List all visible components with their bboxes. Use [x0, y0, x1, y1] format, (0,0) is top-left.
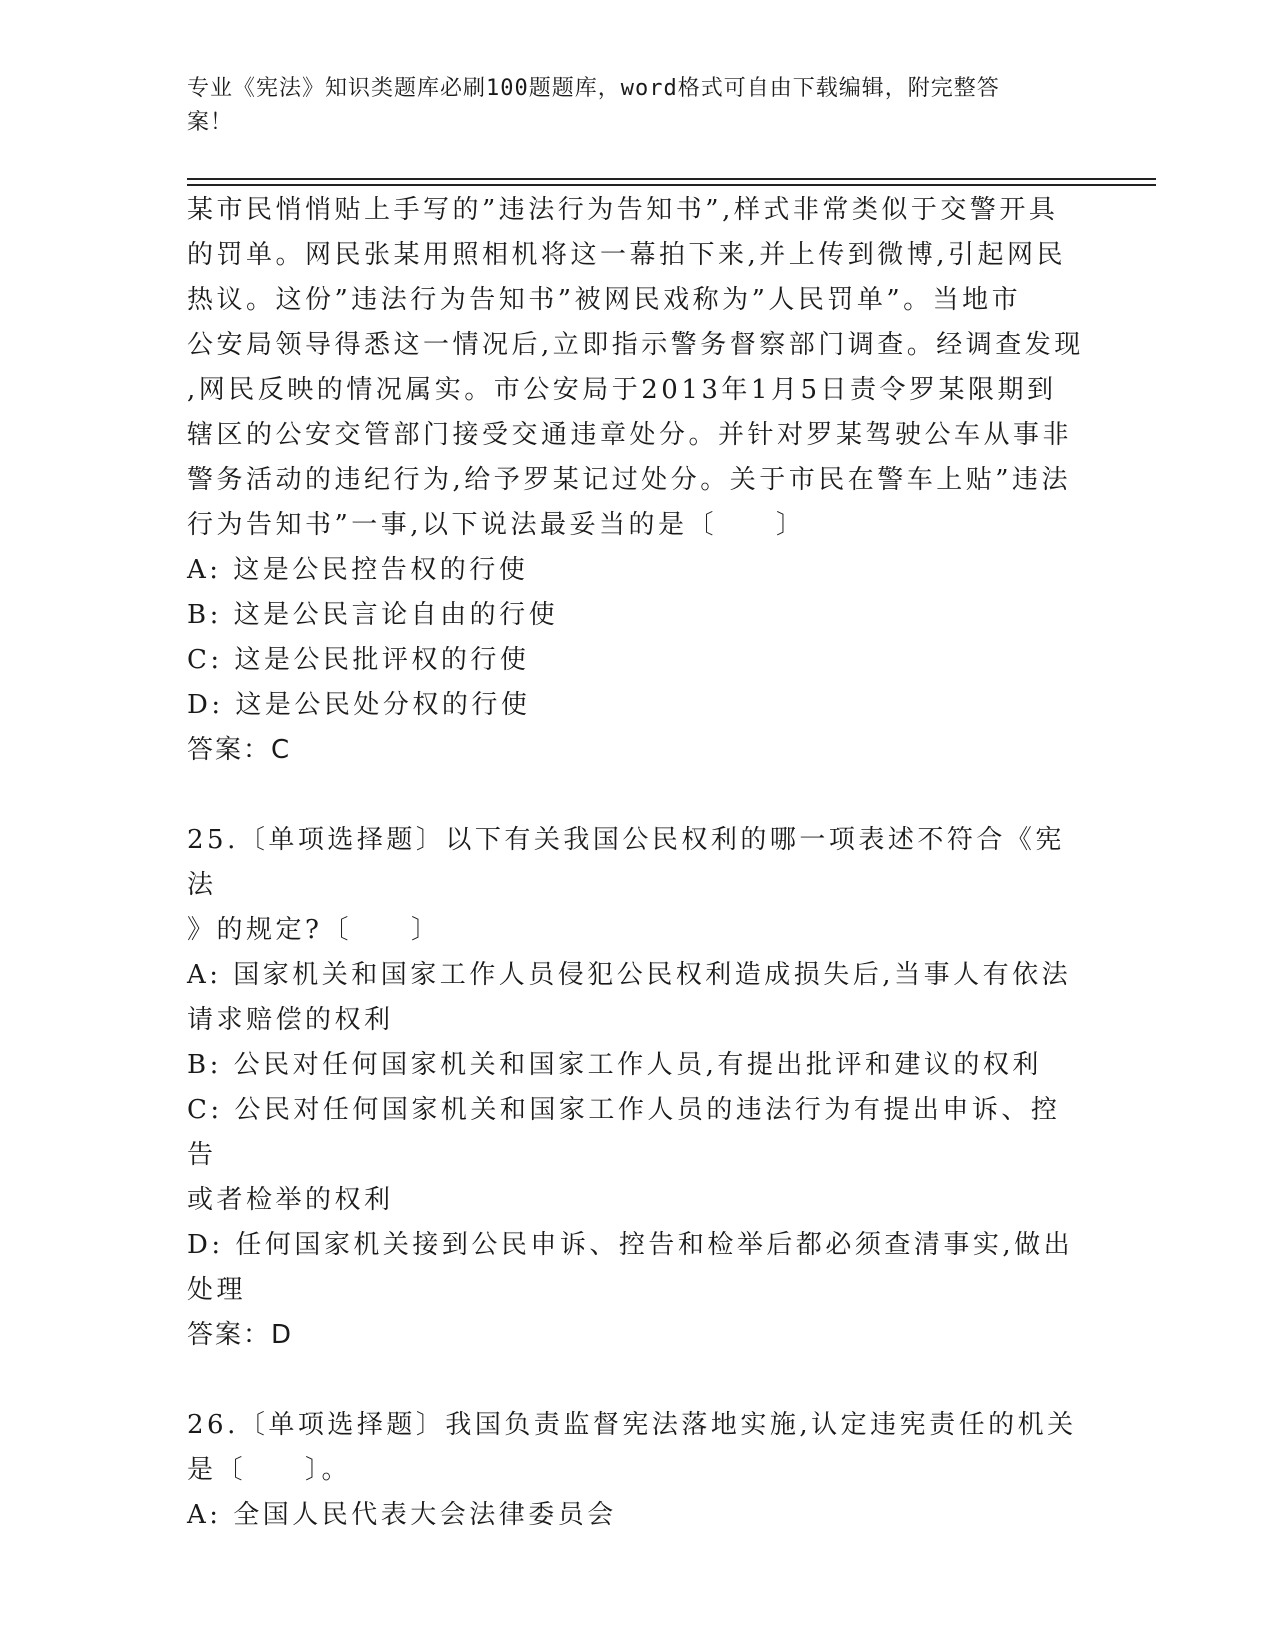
question-24-option-c: C: 这是公民批评权的行使 [187, 645, 530, 675]
spacer [187, 773, 1087, 818]
question-24-line-6: 辖区的公安交管部门接受交通违章处分。并针对罗某驾驶公车从事非 [187, 420, 1073, 450]
question-25-option-a-line-2: 请求赔偿的权利 [187, 1005, 394, 1035]
question-24-line-7: 警务活动的违纪行为,给予罗某记过处分。关于市民在警车上贴”违法 [187, 465, 1072, 495]
spacer [187, 1358, 1087, 1403]
header-title-line-1: 专业《宪法》知识类题库必刷100题题库，word格式可自由下载编辑，附完整答 [187, 76, 1000, 101]
document-header [187, 72, 1067, 140]
question-24 [187, 188, 1087, 773]
question-24-line-1: 某市民悄悄贴上手写的”违法行为告知书”,样式非常类似于交警开具 [187, 195, 1059, 225]
question-25-option-c-line-1: C: 公民对任何国家机关和国家工作人员的违法行为有提出申诉、控告 [187, 1095, 1061, 1170]
question-24-answer: 答案：C [187, 735, 292, 765]
question-24-option-d: D: 这是公民处分权的行使 [187, 690, 531, 720]
question-24-option-a: A: 这是公民控告权的行使 [187, 555, 529, 585]
question-24-line-4: 公安局领导得悉这一情况后,立即指示警务督察部门调查。经调查发现 [187, 330, 1084, 360]
document-body [187, 188, 1087, 1538]
header-title-line-2: 案！ [187, 110, 234, 135]
question-25-line-2: 》的规定?〔 〕 [187, 915, 441, 945]
question-24-line-3: 热议。这份”违法行为告知书”被网民戏称为”人民罚单”。当地市 [187, 285, 1022, 315]
question-26-option-a: A: 全国人民代表大会法律委员会 [187, 1500, 617, 1530]
question-25-option-a-line-1: A: 国家机关和国家工作人员侵犯公民权利造成损失后,当事人有依法 [187, 960, 1072, 990]
question-25-answer: 答案：D [187, 1320, 294, 1350]
question-25-option-d-line-2: 处理 [187, 1275, 247, 1305]
question-24-line-8: 行为告知书”一事,以下说法最妥当的是〔 〕 [187, 510, 806, 540]
question-25 [187, 818, 1087, 1358]
header-rule-top [187, 178, 1156, 180]
question-24-option-b: B: 这是公民言论自由的行使 [187, 600, 559, 630]
question-26-line-1: 26.〔单项选择题〕我国负责监督宪法落地实施,认定违宪责任的机关 [187, 1410, 1077, 1440]
question-24-line-5: ,网民反映的情况属实。市公安局于2013年1月5日责令罗某限期到 [187, 375, 1057, 405]
question-25-option-c-line-2: 或者检举的权利 [187, 1185, 394, 1215]
question-25-option-d-line-1: D: 任何国家机关接到公民申诉、控告和检举后都必须查清事实,做出 [187, 1230, 1074, 1260]
header-rule-bottom [187, 184, 1156, 186]
question-25-line-1: 25.〔单项选择题〕以下有关我国公民权利的哪一项表述不符合《宪法 [187, 825, 1065, 900]
question-25-option-b: B: 公民对任何国家机关和国家工作人员,有提出批评和建议的权利 [187, 1050, 1042, 1080]
question-26-line-2: 是〔 〕。 [187, 1455, 352, 1485]
question-24-line-2: 的罚单。网民张某用照相机将这一幕拍下来,并上传到微博,引起网民 [187, 240, 1067, 270]
question-26 [187, 1403, 1087, 1538]
